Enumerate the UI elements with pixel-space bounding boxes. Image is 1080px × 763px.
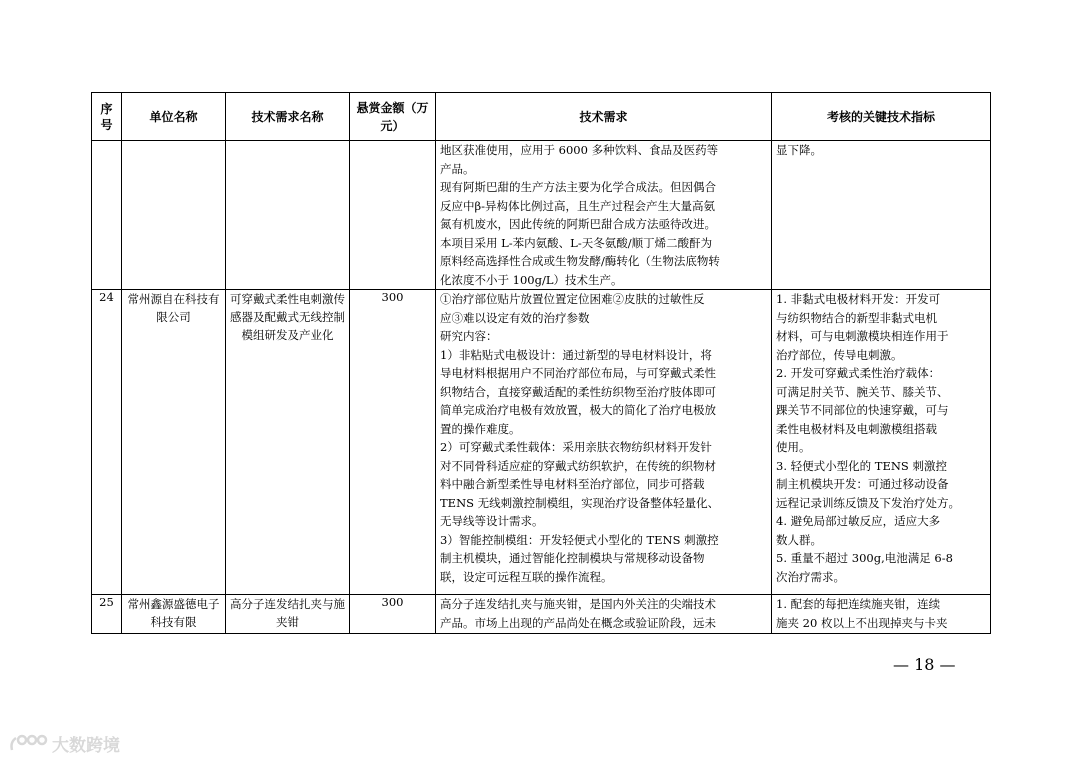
watermark [8, 731, 120, 755]
name-cell [226, 141, 350, 290]
header-seq: 序号 [92, 93, 122, 141]
kpi-line: 远程记录训练反馈及下发治疗处方。 [776, 495, 960, 510]
requirement-line: 导电材料根据用户不同治疗部位布局，与可穿戴式柔性 [440, 366, 716, 380]
page-number: — 18 — [893, 655, 956, 674]
requirement-line: 高分子连发结扎夹与施夹钳，是国内外关注的尖端技术 [440, 597, 716, 611]
requirement-line: 联，设定可远程互联的操作流程。 [440, 569, 613, 584]
requirement-line: 1）非粘贴式电极设计：通过新型的导电材料设计，将 [440, 347, 712, 362]
name-cell: 可穿戴式柔性电刺激传感器及配戴式无线控制模组研发及产业化 [226, 290, 350, 595]
header-req: 技术需求 [436, 93, 772, 141]
requirement-line: TENS 无线刺激控制模组，实现治疗设备整体轻量化、 [440, 495, 720, 510]
requirement-line: 无导线等设计需求。 [440, 514, 544, 528]
watermark-text: 大数跨境 [52, 735, 120, 756]
requirement-cell [436, 290, 772, 595]
requirement-line: 本项目采用 L-苯内氨酸、L-天冬氨酸/顺丁烯二酸酐为 [440, 235, 713, 250]
unit-cell [122, 141, 226, 290]
header-kpi: 考核的关键技术指标 [772, 93, 991, 141]
seq-cell: 25 [92, 595, 122, 634]
requirement-line: 原料经高选择性合成或生物发酵/酶转化（生物法底物转 [440, 254, 720, 268]
requirement-line: 地区获准使用，应用于 6000 多种饮料、食品及医药等 [440, 143, 719, 157]
kpi-line: 柔性电极材料及电刺激模组搭载 [776, 421, 937, 436]
unit-cell: 常州鑫源盛德电子科技有限 [122, 595, 226, 634]
requirement-line: 置的操作难度。 [440, 421, 521, 436]
header-unit: 单位名称 [122, 93, 226, 141]
unit-cell: 常州源自在科技有限公司 [122, 290, 226, 595]
requirement-line: 研究内容： [440, 329, 498, 343]
kpi-cell [772, 595, 991, 634]
requirement-line: 料中融合新型柔性导电材料至治疗部位，同步可搭载 [440, 477, 705, 491]
watermark-logo-icon [8, 732, 48, 754]
kpi-line: 与纺织物结合的新型非黏式电机 [776, 310, 937, 325]
header-reward: 悬赏金额（万元） [350, 93, 436, 141]
requirement-line: 对不同骨科适应症的穿戴式纺织软护，在传统的织物材 [440, 458, 716, 473]
table-row [92, 290, 991, 595]
kpi-cell [772, 290, 991, 595]
table-row [92, 595, 991, 634]
requirement-line: 制主机模块，通过智能化控制模块与常规移动设备物 [440, 551, 705, 565]
kpi-line: 显下降。 [776, 143, 822, 157]
requirement-line: 应③难以设定有效的治疗参数 [440, 310, 590, 325]
requirement-cell [436, 595, 772, 634]
reward-cell [350, 141, 436, 290]
requirement-line: 化浓度不小于 100g/L）技术生产。 [440, 272, 623, 287]
requirement-line: 氮有机废水，因此传统的阿斯巴甜合成方法亟待改进。 [440, 217, 716, 231]
table-row [92, 141, 991, 290]
requirements-table [91, 92, 991, 634]
kpi-line: 施夹 20 枚以上不出现掉夹与卡夹 [776, 615, 948, 630]
kpi-line: 4. 避免局部过敏反应，适应大多 [776, 514, 941, 528]
reward-cell: 300 [350, 290, 436, 595]
requirement-cell [436, 141, 772, 290]
kpi-line: 5. 重量不超过 300g,电池满足 6-8 [776, 551, 953, 565]
kpi-line: 治疗部位，传导电刺激。 [776, 347, 903, 362]
requirement-line: 3）智能控制模组：开发轻便式小型化的 TENS 刺激控 [440, 532, 719, 547]
kpi-line: 使用。 [776, 440, 811, 454]
seq-cell: 24 [92, 290, 122, 595]
kpi-line: 3. 轻便式小型化的 TENS 刺激控 [776, 458, 947, 473]
kpi-line: 1. 配套的每把连续施夹钳，连续 [776, 597, 941, 611]
kpi-line: 次治疗需求。 [776, 569, 845, 584]
kpi-line: 可满足肘关节、腕关节、膝关节、 [776, 384, 949, 399]
kpi-line: 材料，可与电刺激模块相连作用于 [776, 329, 949, 343]
name-cell: 高分子连发结扎夹与施夹钳 [226, 595, 350, 634]
reward-cell: 300 [350, 595, 436, 634]
kpi-line: 1. 非黏式电极材料开发：开发可 [776, 292, 941, 306]
header-row [92, 93, 991, 141]
kpi-line: 数人群。 [776, 532, 822, 547]
header-name: 技术需求名称 [226, 93, 350, 141]
requirement-line: 反应中β-异构体比例过高，且生产过程会产生大量高氨 [440, 198, 716, 213]
requirement-line: 现有阿斯巴甜的生产方法主要为化学合成法。但因偶合 [440, 180, 716, 194]
requirement-line: 织物结合，直接穿戴适配的柔性纺织物至治疗肢体即可 [440, 384, 716, 399]
seq-cell [92, 141, 122, 290]
requirement-line: 2）可穿戴式柔性载体：采用亲肤衣物纺织材料开发针 [440, 440, 712, 454]
requirement-line: 产品。 [440, 161, 475, 176]
requirement-line: ①治疗部位贴片放置位置定位困难②皮肤的过敏性反 [440, 292, 705, 306]
kpi-line: 制主机模块开发：可通过移动设备 [776, 477, 949, 491]
kpi-cell [772, 141, 991, 290]
kpi-line: 踝关节不同部位的快速穿戴，可与 [776, 403, 949, 417]
requirement-line: 简单完成治疗电极有效放置，极大的简化了治疗电极放 [440, 403, 716, 417]
requirement-line: 产品。市场上出现的产品尚处在概念或验证阶段，远未 [440, 615, 716, 630]
kpi-line: 2. 开发可穿戴式柔性治疗载体： [776, 366, 941, 380]
